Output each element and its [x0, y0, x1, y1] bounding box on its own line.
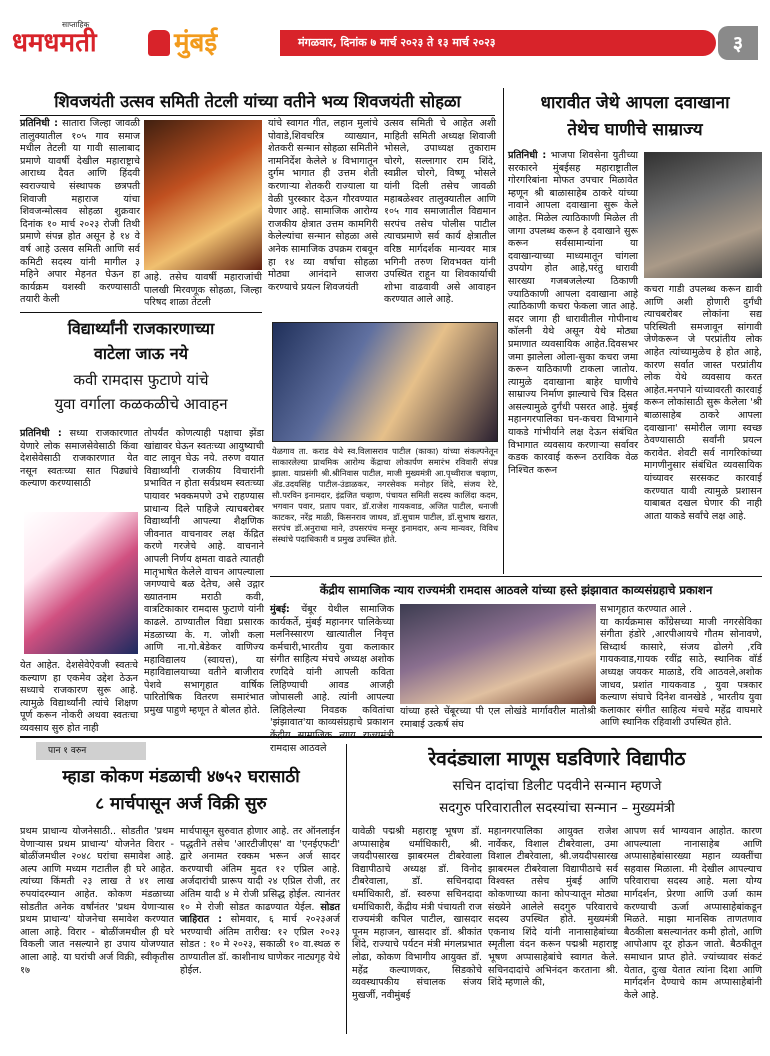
story4-col2: सभागृहात करण्यात आले . या कार्यक्रमास काँग्रेसच्या माजी नगरसेविका संगीता हंडोरे ,आरपीआयचे गौतम सोनावणे, सिध्दार्थ कासारे, संजय ढोलगे ,रवि गायकवाड,गायक रवींद्र साठे, स्थानिक वॉर्ड अध्यक्ष जयकर माळाडे, रवि आठवले,अशोक जाधव, प्रशांत गायकवाड , युवा पत्रकार कल्याण संघाचे दिनेश वानखेडे , भारतीय युवा कलाकार संगीत साहित्य मंचचे महेंद्र वाघमारे आणि स्थानिक रहिवाशी उपस्थित होते.	[600, 604, 762, 729]
story5-col2: मार्चपासून सुरुवात होणार आहे. तर ऑनलाईन पद्धतीने तसेच 'आरटीजीएस' वा 'एनईएफटी' द्वारे अनामत रक्कम भरून अर्ज सादर करण्याची अंतिम मुदत १२ एप्रिल आहे. अर्जदारांची प्रारूप यादी २४ एप्रिल रोजी, तर अंतिम यादी ४ मे रोजी प्रसिद्ध होईल. त्यानंतर १० मे रोजी सोडत काढण्यात येईल. सोडत जाहिरात : सोमवार, ६ मार्च २०२३अर्ज भरण्याची अंतिम तारीख: १२ एप्रिल २०२३ सोडत : १० मे २०२३, सकाळी १० वा.स्थळ रु ठाण्यातील डॉ. काशीनाथ घाणेकर नाट्यगृह येथे होईल.	[180, 826, 340, 976]
masthead	[12, 20, 760, 62]
story4-col1: मुंबई: चेंबूर येथील सामाजिक कार्यकर्ते, मुंबई महानगर पालिकेच्या मलनिस्सारण खात्यातील निवृत्त कर्मचारी,भारतीय युवा कलाकार संगीत साहित्य मंचचे अध्यक्ष अशोक रणदिवे यांनी आपली कविता लिहिण्याची आवड आजही जोपासली आहे. त्यांनी आपल्या लिहिलेल्या निवडक कवितांचा 'झंझावात'या काव्यसंग्रहाचे प्रकाशन रामदास आठवले	[270, 604, 394, 754]
shivaji-statue-photo	[144, 120, 262, 270]
logo	[12, 26, 272, 64]
story1-col2: आहे. तसेच यावर्षी महाराजांची पालखी मिरवणूक सोहळा, जिल्हा परिषद शाळा तेटली	[144, 272, 262, 309]
story6-col2: महानगरपालिका आयुक्त राजेश नार्वेकर, विशाल टीबरेवाला, उमा विशाल टीबरेवाला, श्री.जयदीपसारख झाबरमल टीबरेवाला विद्यापीठाचे सर्व विश्वस्त तसेच मुंबई आणि कोकणाच्या काना कोपऱ्यातून मोठ्या संख्येने आलेले सदगुरु परिवाराचे सदस्य उपस्थित होते. मुख्यमंत्री एकनाथ शिंदे यांनी नानासाहेबांच्या स्मृतीला वंदन करून पद्मश्री महाराष्ट्र भूषण अप्पासाहेबांचे स्वागत केले. सचिनदादांचे अभिनंदन करताना श्री. शिंदे म्हणाले की,	[488, 826, 618, 989]
weekly-tag: साप्ताहिक	[62, 20, 90, 29]
story1-headline: शिवजयंती उत्सव समिती तेटली यांच्या वतीने भव्य शिवजयंती सोहळा	[54, 92, 461, 111]
story2-col2: कचरा गाडी उपलब्ध करून द्यावी आणि अशी होणारी दुर्गंधी त्याचबरोबर लोकांना सद्य परिस्थिती समजावून सांगावी जेणेकरून जे परप्रांतीय लोक आहेत त्यांच्यामुळेच हे होत आहे, कारण सर्वात जास्त परप्रांतीय लोक येथे व्यवसाय करत आहेत.मनपाने यांच्यावरती कारवाई करून लोकांसाठी सुरू केलेला 'श्री बाळासाहेब ठाकरे आपला दवाखाना' समोरील जागा स्वच्छ ठेवण्यासाठी सर्वांनी प्रयत्न करावेत. शेवटी सर्व नागरिकांच्या मागणीनुसार संबंधित व्यवसायिक यांच्यावर सरसकट कारवाई करण्यात यावी त्यामुळे प्रशासन याबाबत दखल घेणार की नाही आता याकडे सर्वांचे लक्ष आहे.	[644, 284, 762, 522]
logo-word-2: मुंबई	[174, 28, 218, 58]
page-number: ३	[718, 26, 758, 60]
story6-headline: रेवदंड्याला माणूस घडविणारे विद्यापीठ	[428, 748, 686, 770]
story5-col1: प्रथम प्राधान्य योजनेसाठी.. सोडतीत 'प्रथम येणाऱ्यास प्रथम प्राधान्य' योजनेत विरार - बोळींजमधील २०४८ घरांचा समावेश आहे. अल्प आणि मध्यम गटातील ही घरे आहेत. त्यांच्या किंमती २३ लाख ते ४१ लाख रुपयांदरम्यान आहेत. कोकण मंडळाच्या सोडतीत अनेक वर्षांनंतर 'प्रथम येणाऱ्यास प्रथम प्राधान्य' योजनेचा समावेश करण्यात आला आहे. विरार - बोळींजमधील ही घरे विकली जात नसल्याने हा उपाय योजण्यात आला आहे. या घरांची अर्ज विक्री, स्वीकृतीस १७	[20, 826, 174, 976]
story4-headline: केंद्रीय सामाजिक न्याय राज्यमंत्री रामदास आठवले यांच्या हस्ते झंझावात काव्यसंग्रहाचे प्रकाशन	[319, 583, 713, 597]
logo-word-1: धमधमती	[12, 28, 97, 58]
story3-col2: तोपर्यंत कोणत्याही पक्षाचा झेंडा खांद्यावर घेऊन स्वतःच्या आयुष्याची वाट लावून घेऊ नये. तरुण वयात विद्यार्थ्यांनी राजकीय विचारांनी प्रभावित न होता सर्वप्रथम स्वतःच्या पायावर भक्कमपणे उभे राहण्यास प्राधान्य दिले पाहिजे त्याचबरोबर विद्यार्थ्यांनी आपल्या शैक्षणिक जीवनात वाचनावर लक्ष केंद्रित करणे गरजेचे आहे. वाचनाने आपली निर्णय क्षमता वाढते त्यातही मातृभाषेत केलेले वाचन आपल्याला जगण्याचे बळ देतेच, असे उद्गार ख्यातनाम मराठी कवी, वात्रटिकाकार रामदास फुटाणे यांनी काढले. ठाण्यातील विद्या प्रसारक मंडळाच्या के. ग. जोशी कला आणि ना.गो.बेडेकर वाणिज्य महाविद्यालय (स्वायत्त), या महाविद्यालयाच्या वतीने बाजीराव पेशवे सभागृहात वार्षिक पारितोषिक वितरण समारंभात प्रमुख पाहुणे म्हणून ते बोलत होते.	[144, 428, 264, 717]
health-centre-inauguration-photo	[272, 322, 498, 442]
poet-lamp-lighting-photo	[24, 512, 138, 654]
fist-icon	[148, 30, 170, 56]
story1-byline: प्रतिनिधी :	[20, 118, 58, 129]
story5-headline: म्हाडा कोकण मंडळाची ४७५२ घरासाठी ८ मार्चपासून अर्ज विक्री सुरु	[62, 767, 300, 814]
story3-subhead: कवी रामदास फुटाणे यांचे युवा वर्गाला कळकळीचे आवाहन	[54, 371, 228, 413]
story2-col1: प्रतिनिधी : भाजपा शिवसेना युतीच्या सरकारने मुंबईसह महाराष्ट्रातील गोरगरिबांना मोफत उपचार मिळावेत म्हणून श्री बाळासाहेब ठाकरे यांच्या नावाने आपला दवाखाना सुरू केले आहेत. मिळेल त्याठिकाणी मिळेल ती जागा उपलब्ध करून हे दवाखाने सुरू करून सर्वसामान्यांना या दवाखान्याच्या माध्यमातून चांगला उपयोग होत आहे,परंतु धारावी सारख्या गजबजलेल्या ठिकाणी ज्याठिकाणी आपला दवाखाना आहे त्याठिकाणी कचरा फेकला जात आहे. सदर जागा ही धारावीतील गोपीनाथ कॉलनी येथे असून येथे मोठ्या प्रमाणात व्यवसायिक आहेत.दिवसभर जमा झालेला ओला-सुका कचरा जमा करून याठिकाणी टाकला जातोय. त्यामुळे दवाखाना बाहेर घाणीचे साम्राज्य निर्माण झाल्याचे चित्र दिसत असल्यामुळे दुर्गंधी पसरत आहे. मुंबई महानगरपालिका घन-कचरा विभागाने याकडे गांभीर्याने लक्ष देऊन संबंधित विभागात व्यवसाय करणाऱ्या सर्वावर कडक कारवाई करून ठराविक वेळ निश्चित करून	[508, 150, 638, 476]
story3-headline: विद्यार्थ्यांनी राजकारणाच्या वाटेला जाऊ नये	[67, 319, 215, 363]
story1-col3: यांचे स्वागत गीत, लहान मुलांचे पोवाडे,शिवचरित्र व्याख्यान, शेतकरी सन्मान सोहळा समितीने नामनिर्देश केलेले ४ विभागातून दुर्गम भागात ही उत्तम शेती करणाऱ्या शेतकरी राज्याला या वेळी पुरस्कार देऊन गौरवण्यात येणार आहे. सामाजिक आरोग्य राजकीय क्षेत्रात उत्तम कामगिरी केलेल्यांचा सन्मान सोहळा असे अनेक सामाजिक उपक्रम राबवून हा १४ व्या वर्षाचा सोहळा मोठ्या आनंदाने साजरा करण्याचे प्रयत्न शिवजयंती	[268, 118, 378, 293]
story6-col1: यावेळी पद्मश्री महाराष्ट्र भूषण डॉ. अप्पासाहेब धर्माधिकारी, श्री. जयदीपसारख झाबरमल टीबरेवाला विद्यापीठाचे अध्यक्ष डॉ. विनोद टीबरेवाला, डॉ. सचिनदादा धर्माधिकारी, डॉ. स्वरुपा सचिनदादा धर्माधिकारी, केंद्रीय मंत्री पंचायती राज राज्यमंत्री कपिल पाटील, खासदार पूनम महाजन, खासदार डॉ. श्रीकांत शिंदे, राज्याचे पर्यटन मंत्री मंगलप्रभात लोढा, कोकण विभागीय आयुक्त डॉ. महेंद्र कल्याणकर, सिडकोचे व्यवस्थापकीय संचालक संजय मुखर्जी, नवीमुंबई	[352, 826, 482, 1001]
continued-tag: पान १ वरुन	[36, 742, 146, 760]
story1-col1: प्रतिनिधी : सातारा जिल्हा जावळी तालुक्यातील १०५ गाव समाज मधील तेटली या गावी सालाबाद प्रमाणे यावर्षी देखील महाराष्ट्राचे आराध्य दैवत आणि हिंदवी स्वराज्याचे संस्थापक छत्रपती शिवाजी महाराज यांचा शिवजन्मोत्सव सोहळा शुक्रवार दिनांक १० मार्च २०२३ रोजी तिथी प्रमाणे संपन्न होत असून हे १४ वे वर्ष आहे उत्सव समिती आणि सर्व कमिटी सदस्य यांनी मागील ३ महिने अपार मेहनत घेऊन हा कार्यक्रम यशस्वी करण्यासाठी तयारी केली	[20, 118, 140, 306]
story1-col4: उत्सव समिती चे आहेत अशी माहिती समिती अध्यक्ष शिवाजी भोसले, उपाध्यक्ष तुकाराम चोरगे, सल्लागार राम शिंदे, स्वप्नील चोरगे, विष्णू भोसले यांनी दिली तसेच जावळी महाबळेश्वर तालुक्यातील आणि १०५ गाव समाजातील विद्यमान सरपंच तसेच पोलीस पाटील त्याचप्रमाणे सर्व कार्य क्षेत्रातील वरिष्ठ मार्गदर्शक मान्यवर मात्र भगिनी तरुण शिवभक्त यांनी उपस्थित राहून या शिवकार्याची शोभा वाढवावी असे आवाहन करण्यात आले आहे.	[384, 118, 496, 306]
story6-col3: आपण सर्व भाग्यवान आहोत. कारण आपल्याला नानासाहेब आणि अप्पासाहेबांसारख्या महान व्यक्तींचा सहवास मिळाला. मी देखील आपल्याच परिवाराचा सदस्य आहे. मला योग्य मार्गदर्शन, प्रेरणा आणि उर्जा काम करण्याची ऊर्जा अप्पासाहेबांकडून मिळते. माझा मानसिक ताणतणाव बैठकीला बसल्यानंतर कमी होतो, आणि आपोआप दूर होऊन जातो. बैठकीतून समाधान प्राप्त होते. ज्यांच्यावर संकटं येतात, दुःख येतात त्यांना दिशा आणि मार्गदर्शन देण्याचे काम अप्पासाहेबांनी केले आहे.	[624, 826, 762, 1001]
story3-col1-bottom: येत आहेत. देशसेवेऐवजी स्वतःचे कल्याण हा एकमेव उद्देश ठेऊन सध्याचे राजकारण सुरू आहे. त्यामुळे विद्यार्थ्यांनी त्यांचे शिक्षण पूर्ण करून नोकरी अथवा स्वतःचा व्यवसाय सुरु होत नाही	[20, 660, 138, 734]
story6-subhead: सचिन दादांचा डिलीट पदवीने सन्मान म्हणजे सदगुरु परिवारातील सदस्यांचा सन्मान – मुख्यमंत्री	[439, 779, 675, 816]
story4-under-photo: यांच्या हस्ते चेंबूरच्या पी एल लोखंडे मार्गावरील मातोश्री रमाबाई उत्कर्ष संघ	[400, 706, 596, 730]
book-release-photo	[400, 604, 596, 704]
date-bar	[280, 30, 716, 56]
issue-date: मंगळवार, दिनांक ७ मार्च २०२३ ते १३ मार्च २०२३	[298, 36, 496, 49]
story2-headline: धारावीत जेथे आपला दवाखाना तेथेच घाणीचे साम्राज्य	[540, 93, 730, 140]
story3-col1-top: प्रतिनिधी : सध्या राजकारणात येणारे लोक समाजसेवेसाठी किंवा देशसेवेसाठी राजकारणात येत नसून स्वतःच्या सात पिढ्यांचे कल्याण करण्यासाठी	[20, 428, 138, 490]
photo-caption: येळगाव ता. कराड येथे स्व.विलासराव पाटील (काका) यांच्या संकल्पनेतून साकारलेल्या प्राथमिक आरोग्य केंद्राचा लोकार्पण समारंभ रविवारी संपन्न झाला. याप्रसंगी श्री.श्रीनिवास पाटील, माजी मुख्यमंत्री आ.पृथ्वीराज चव्हाण, ॲड.उदयसिंह पाटील-उंडाळकर, नगरसेवक मनोहर शिंदे, संजय रेटे, सौ.परविन इनामदार, इंद्रजित चव्हाण, पंचायत समिती सदस्य कालिंदा कदम, भगवान पवार, प्रताप पवार, डॉ.राजेश गायकवाड, अजित पाटील, धनाजी काटकर, नरेंद्र माळी, किसनराव जाधव, डॉ.सुचाम पाटील, डॉ.सुभाष खरात, सरपंच डॉ.अनुराधा माने, उपसरपंच मन्सूर इनामदार, अन्य मान्यवर, विविध संस्थांचे पदाधिकारी व प्रमुख उपस्थित होते.	[272, 446, 498, 544]
garbage-dispensary-photo	[644, 152, 762, 278]
